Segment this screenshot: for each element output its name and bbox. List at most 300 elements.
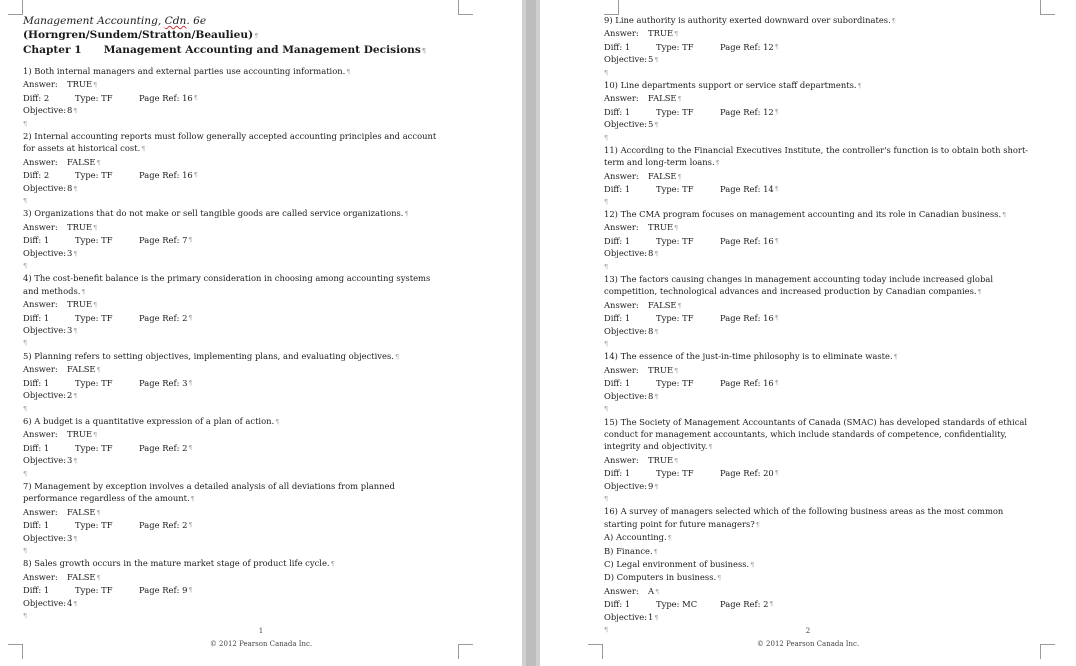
blank-paragraph: ¶	[604, 494, 609, 503]
answer-value: TRUE	[648, 364, 674, 375]
question-text-content: 10) Line departments support or service staff departments.	[604, 80, 857, 91]
objective-value: 3	[67, 325, 73, 336]
pilcrow-mark: ¶	[891, 17, 896, 25]
question-type: Type: TF	[656, 378, 694, 389]
question-item	[23, 65, 443, 118]
pilcrow-mark: ¶	[893, 353, 898, 362]
difficulty: Diff: 1	[604, 313, 631, 324]
difficulty: Diff: 1	[604, 468, 631, 479]
question-text	[604, 416, 1036, 454]
page-reference: Page Ref: 20	[720, 468, 774, 479]
difficulty: Diff: 1	[23, 585, 50, 596]
crop-mark	[8, 0, 23, 15]
chapter-heading	[23, 43, 443, 58]
question-meta	[604, 377, 1036, 389]
question-item	[604, 14, 1036, 67]
difficulty: Diff: 1	[23, 235, 50, 246]
objective-value: 4	[67, 597, 73, 608]
objective-line	[604, 247, 1036, 260]
question-item	[23, 480, 443, 545]
question-meta	[23, 234, 443, 246]
question-meta	[23, 584, 443, 596]
question-type: Type: TF	[75, 312, 113, 323]
question-text-content: 3) Organizations that do not make or sell tangible goods are called service organizations.	[23, 208, 404, 219]
question-meta	[604, 235, 1036, 247]
answer-choice	[604, 531, 1036, 544]
pilcrow-mark: ¶	[73, 327, 78, 336]
question-item	[23, 207, 443, 260]
pilcrow-mark: ¶	[717, 574, 722, 583]
answer-line	[604, 27, 1036, 40]
pilcrow-mark: ¶	[774, 379, 779, 388]
page-reference: Page Ref: 16	[720, 378, 774, 389]
objective-value: 5	[648, 54, 654, 65]
answer-label: Answer:	[23, 79, 58, 90]
answer-label: Answer:	[23, 221, 58, 232]
blank-paragraph: ¶	[23, 469, 28, 478]
pilcrow-mark: ¶	[654, 56, 659, 65]
question-item	[23, 272, 443, 337]
pilcrow-mark: ¶	[404, 210, 409, 219]
answer-choice	[604, 558, 1036, 571]
question-text-content: 5) Planning refers to setting objectives, implementing plans, and evaluating objectives.	[23, 350, 394, 361]
blank-paragraph: ¶	[23, 197, 28, 206]
question-meta	[604, 598, 1036, 610]
answer-choice-text: B) Finance.	[604, 545, 653, 556]
question-meta	[604, 183, 1036, 195]
pilcrow-mark: ¶	[188, 236, 193, 245]
crop-mark	[604, 0, 619, 15]
copyright-footer: © 2012 Pearson Canada Inc.	[209, 640, 313, 648]
question-list	[23, 65, 443, 622]
question-meta	[604, 467, 1036, 479]
difficulty: Diff: 2	[23, 92, 50, 103]
pilcrow-mark: ¶	[774, 236, 779, 245]
question-item	[23, 130, 443, 195]
answer-label: Answer:	[604, 299, 639, 310]
pilcrow-mark: ¶	[750, 560, 755, 569]
objective-label: Objective:	[604, 54, 648, 65]
objective-label: Objective:	[23, 390, 67, 401]
pilcrow-mark: ¶	[774, 42, 779, 51]
answer-line	[23, 428, 443, 441]
answer-value: TRUE	[648, 28, 674, 39]
answer-value: A	[648, 585, 655, 596]
question-text	[23, 480, 443, 506]
question-item	[604, 273, 1036, 338]
question-text-content: 6) A budget is a quantitative expression of a plan of action.	[23, 415, 275, 426]
objective-line	[604, 480, 1036, 493]
pilcrow-mark: ¶	[857, 82, 862, 91]
question-type: Type: TF	[75, 520, 113, 531]
page-number: 1	[258, 627, 264, 635]
answer-choice-text: A) Accounting.	[604, 532, 667, 543]
answer-value: FALSE	[648, 93, 677, 104]
difficulty: Diff: 1	[23, 442, 50, 453]
answer-choice	[604, 545, 1036, 558]
answer-line	[604, 585, 1036, 598]
question-type: Type: TF	[75, 170, 113, 181]
question-item	[604, 79, 1036, 132]
answer-choice	[604, 571, 1036, 584]
blank-paragraph: ¶	[604, 262, 609, 271]
objective-line	[23, 454, 443, 467]
blank-paragraph: ¶	[23, 119, 28, 128]
objective-value: 5	[648, 119, 654, 130]
question-text	[23, 350, 443, 363]
pilcrow-mark: ¶	[188, 586, 193, 595]
page-reference: Page Ref: 16	[720, 313, 774, 324]
pilcrow-mark: ¶	[93, 81, 98, 90]
question-text	[23, 207, 443, 220]
answer-value: TRUE	[67, 79, 93, 90]
answer-label: Answer:	[23, 429, 58, 440]
question-text	[604, 144, 1036, 170]
question-text-content: 11) According to the Financial Executives Institute, the controller's function is to obtain both short-term and long-term loans.	[604, 145, 1029, 168]
difficulty: Diff: 1	[604, 599, 631, 610]
question-type: Type: TF	[75, 585, 113, 596]
question-text	[23, 272, 443, 298]
question-text-content: 12) The CMA program focuses on management accounting and its role in Canadian business.	[604, 209, 1002, 220]
question-text	[23, 415, 443, 428]
answer-line	[604, 299, 1036, 312]
objective-label: Objective:	[604, 611, 648, 622]
pilcrow-mark: ¶	[188, 521, 193, 530]
answer-value: FALSE	[67, 571, 96, 582]
question-text-content: 4) The cost-benefit balance is the primary consideration in choosing among accounting systems and methods.	[23, 273, 431, 296]
blank-paragraph: ¶	[604, 197, 609, 206]
pilcrow-mark: ¶	[141, 145, 146, 154]
question-meta	[604, 41, 1036, 53]
question-text-content: 16) A survey of managers selected which of the following business areas as the most common starting point for future managers?	[604, 506, 1004, 529]
answer-line	[604, 221, 1036, 234]
objective-line	[604, 118, 1036, 131]
gutter-scroll-track	[526, 0, 536, 666]
pilcrow-mark: ¶	[1002, 211, 1007, 220]
pilcrow-mark: ¶	[654, 613, 659, 622]
pilcrow-mark: ¶	[81, 287, 86, 296]
answer-line	[23, 506, 443, 519]
difficulty: Diff: 2	[23, 170, 50, 181]
answer-line	[23, 298, 443, 311]
question-text	[23, 65, 443, 78]
question-item	[604, 350, 1036, 403]
question-type: Type: MC	[656, 599, 698, 610]
question-meta	[604, 106, 1036, 118]
question-text	[23, 130, 443, 156]
question-meta	[23, 519, 443, 531]
objective-label: Objective:	[604, 119, 648, 130]
blank-paragraph: ¶	[604, 625, 609, 634]
objective-value: 9	[648, 480, 654, 491]
answer-label: Answer:	[604, 222, 639, 233]
pilcrow-mark: ¶	[193, 93, 198, 102]
page-reference: Page Ref: 2	[139, 312, 188, 323]
page-reference: Page Ref: 12	[720, 41, 774, 52]
pilcrow-mark: ¶	[73, 107, 78, 116]
blank-paragraph: ¶	[604, 340, 609, 349]
pilcrow-mark: ¶	[275, 417, 280, 426]
document-page-2	[540, 0, 1076, 666]
page-reference: Page Ref: 7	[139, 235, 188, 246]
title-prefix: Management Accounting,	[23, 15, 165, 27]
page-reference: Page Ref: 2	[139, 442, 188, 453]
question-text-content: 8) Sales growth occurs in the mature market stage of product life cycle.	[23, 558, 330, 569]
answer-label: Answer:	[604, 28, 639, 39]
question-list	[604, 14, 1036, 636]
question-type: Type: TF	[656, 184, 694, 195]
question-meta	[23, 169, 443, 181]
pilcrow-mark: ¶	[330, 560, 335, 569]
objective-value: 2	[67, 390, 73, 401]
objective-value: 8	[648, 390, 654, 401]
objective-label: Objective:	[604, 390, 648, 401]
question-type: Type: TF	[656, 313, 694, 324]
objective-label: Objective:	[23, 597, 67, 608]
page-number: 2	[805, 627, 811, 635]
pilcrow-mark: ¶	[93, 223, 98, 232]
pilcrow-mark: ¶	[677, 172, 682, 181]
answer-label: Answer:	[23, 156, 58, 167]
objective-line	[604, 325, 1036, 338]
page-gutter	[522, 0, 540, 666]
answer-value: FALSE	[648, 170, 677, 181]
answer-value: FALSE	[648, 299, 677, 310]
page-reference: Page Ref: 12	[720, 106, 774, 117]
difficulty: Diff: 1	[604, 235, 631, 246]
title-authors: (Horngren/Sundem/Stratton/Beaulieu)	[23, 29, 254, 41]
question-meta	[23, 442, 443, 454]
objective-line	[604, 53, 1036, 66]
difficulty: Diff: 1	[604, 184, 631, 195]
difficulty: Diff: 1	[604, 106, 631, 117]
answer-value: TRUE	[67, 221, 93, 232]
objective-value: 3	[67, 532, 73, 543]
pilcrow-mark: ¶	[655, 587, 660, 596]
question-text-content: 9) Line authority is authority exerted downward over subordinates.	[604, 15, 891, 25]
pilcrow-mark: ¶	[708, 443, 713, 452]
pilcrow-mark: ¶	[755, 520, 760, 529]
question-text-content: 7) Management by exception involves a detailed analysis of all deviations from planned performance regardless of the amount.	[23, 480, 395, 504]
blank-paragraph: ¶	[604, 133, 609, 142]
question-text	[23, 557, 443, 570]
answer-value: TRUE	[648, 222, 674, 233]
answer-value: FALSE	[67, 506, 96, 517]
question-text	[604, 350, 1036, 363]
pilcrow-mark: ¶	[654, 327, 659, 336]
pilcrow-mark: ¶	[654, 392, 659, 401]
pilcrow-mark: ¶	[93, 431, 98, 440]
pilcrow-mark: ¶	[188, 313, 193, 322]
difficulty: Diff: 1	[23, 520, 50, 531]
answer-line	[604, 92, 1036, 105]
blank-paragraph: ¶	[604, 68, 609, 77]
question-item	[604, 144, 1036, 196]
answer-line	[604, 454, 1036, 467]
pilcrow-mark: ¶	[774, 314, 779, 323]
pilcrow-mark: ¶	[96, 573, 101, 582]
pilcrow-mark: ¶	[190, 495, 195, 504]
objective-value: 3	[67, 247, 73, 258]
objective-line	[23, 247, 443, 260]
pilcrow-mark: ¶	[73, 534, 78, 543]
page-reference: Page Ref: 3	[139, 377, 188, 388]
page-2-content	[604, 14, 1036, 636]
answer-line	[23, 571, 443, 584]
question-text	[604, 505, 1036, 531]
chapter-number: Chapter 1	[23, 44, 82, 56]
answer-line	[604, 170, 1036, 183]
answer-label: Answer:	[604, 585, 639, 596]
objective-value: 3	[67, 455, 73, 466]
difficulty: Diff: 1	[23, 312, 50, 323]
pilcrow-mark: ¶	[774, 469, 779, 478]
pilcrow-mark: ¶	[394, 352, 400, 361]
title-misspelled-word[interactable]: Cdn	[164, 15, 187, 27]
objective-line	[604, 390, 1036, 403]
objective-line	[23, 104, 443, 117]
document-title	[23, 14, 443, 43]
pilcrow-mark: ¶	[674, 456, 679, 465]
pilcrow-mark: ¶	[667, 534, 672, 543]
page-reference: Page Ref: 14	[720, 184, 774, 195]
answer-choice-text: D) Computers in business.	[604, 572, 717, 583]
page-reference: Page Ref: 2	[139, 520, 188, 531]
question-text-content: 15) The Society of Management Accountants of Canada (SMAC) has developed standards of ethical conduct for management accountants, which include standards of competence, confidentiality, integrity and objectivity.	[604, 416, 1028, 452]
pilcrow-mark: ¶	[188, 378, 193, 387]
pilcrow-mark: ¶	[188, 443, 193, 452]
question-item	[604, 505, 1036, 624]
chapter-title: Management Accounting and Management Decisions	[103, 44, 421, 56]
objective-value: 8	[648, 248, 654, 259]
question-type: Type: TF	[656, 235, 694, 246]
blank-paragraph: ¶	[23, 404, 28, 413]
objective-line	[23, 389, 443, 402]
objective-label: Objective:	[23, 455, 67, 466]
question-text-content: 2) Internal accounting reports must follow generally accepted accounting principles and account for assets at historical cost.	[23, 131, 437, 154]
answer-label: Answer:	[23, 299, 58, 310]
question-type: Type: TF	[75, 235, 113, 246]
page-reference: Page Ref: 16	[139, 170, 193, 181]
pilcrow-mark: ¶	[674, 224, 679, 233]
answer-line	[23, 78, 443, 91]
pilcrow-mark: ¶	[93, 301, 98, 310]
pilcrow-mark: ¶	[674, 366, 679, 375]
pilcrow-mark: ¶	[654, 482, 659, 491]
pilcrow-mark: ¶	[654, 121, 659, 130]
question-meta	[23, 377, 443, 389]
question-type: Type: TF	[656, 41, 694, 52]
answer-value: TRUE	[67, 429, 93, 440]
answer-label: Answer:	[23, 571, 58, 582]
page-reference: Page Ref: 16	[720, 235, 774, 246]
objective-label: Objective:	[23, 532, 67, 543]
pilcrow-mark: ¶	[774, 185, 779, 194]
document-page-1	[0, 0, 522, 666]
question-meta	[23, 92, 443, 104]
question-type: Type: TF	[75, 92, 113, 103]
question-item	[23, 557, 443, 610]
pilcrow-mark: ¶	[254, 32, 259, 40]
page-reference: Page Ref: 16	[139, 92, 193, 103]
question-type: Type: TF	[75, 377, 113, 388]
question-type: Type: TF	[656, 468, 694, 479]
objective-label: Objective:	[604, 325, 648, 336]
answer-label: Answer:	[604, 93, 639, 104]
question-text	[604, 14, 1036, 27]
objective-label: Objective:	[23, 325, 67, 336]
question-meta	[604, 312, 1036, 324]
page-reference: Page Ref: 2	[720, 599, 769, 610]
pilcrow-mark: ¶	[715, 159, 720, 168]
answer-value: FALSE	[67, 364, 96, 375]
page-1-content	[23, 14, 443, 622]
objective-label: Objective:	[604, 480, 648, 491]
objective-label: Objective:	[23, 182, 67, 193]
answer-line	[23, 363, 443, 376]
question-text-content: 13) The factors causing changes in management accounting today include increased global competition, technological advances and increased production by Canadian companies.	[604, 274, 993, 297]
answer-label: Answer:	[604, 454, 639, 465]
blank-paragraph: ¶	[23, 546, 28, 555]
answer-line	[23, 221, 443, 234]
question-text	[604, 79, 1036, 92]
answer-value: TRUE	[648, 454, 674, 465]
pilcrow-mark: ¶	[96, 158, 101, 167]
difficulty: Diff: 1	[604, 378, 631, 389]
answer-label: Answer:	[604, 170, 639, 181]
objective-line	[23, 597, 443, 610]
pilcrow-mark: ¶	[96, 508, 101, 517]
question-type: Type: TF	[75, 442, 113, 453]
objective-label: Objective:	[23, 105, 67, 116]
answer-line	[604, 364, 1036, 377]
question-item	[23, 350, 443, 403]
question-item	[23, 415, 443, 468]
objective-value: 8	[67, 105, 73, 116]
objective-line	[23, 324, 443, 337]
question-item	[604, 416, 1036, 493]
objective-value: 8	[67, 182, 73, 193]
blank-paragraph: ¶	[23, 611, 28, 620]
pilcrow-mark: ¶	[654, 250, 659, 259]
pilcrow-mark: ¶	[73, 184, 78, 193]
objective-line	[23, 182, 443, 195]
objective-value: 1	[648, 611, 654, 622]
question-type: Type: TF	[656, 106, 694, 117]
pilcrow-mark: ¶	[73, 392, 78, 401]
pilcrow-mark: ¶	[653, 547, 658, 556]
objective-label: Objective:	[23, 247, 67, 258]
pilcrow-mark: ¶	[769, 600, 774, 609]
copyright-footer: © 2012 Pearson Canada Inc.	[756, 640, 860, 648]
difficulty: Diff: 1	[23, 377, 50, 388]
answer-line	[23, 156, 443, 169]
pilcrow-mark: ¶	[193, 171, 198, 180]
objective-value: 8	[648, 325, 654, 336]
title-edition: . 6e	[186, 15, 207, 27]
pilcrow-mark: ¶	[977, 288, 982, 297]
question-text	[604, 208, 1036, 221]
pilcrow-mark: ¶	[73, 457, 78, 466]
pilcrow-mark: ¶	[774, 107, 779, 116]
answer-label: Answer:	[23, 364, 58, 375]
objective-line	[604, 611, 1036, 624]
answer-label: Answer:	[604, 364, 639, 375]
question-text	[604, 273, 1036, 299]
pilcrow-mark: ¶	[677, 95, 682, 104]
question-item	[604, 208, 1036, 261]
pilcrow-mark: ¶	[674, 30, 679, 39]
